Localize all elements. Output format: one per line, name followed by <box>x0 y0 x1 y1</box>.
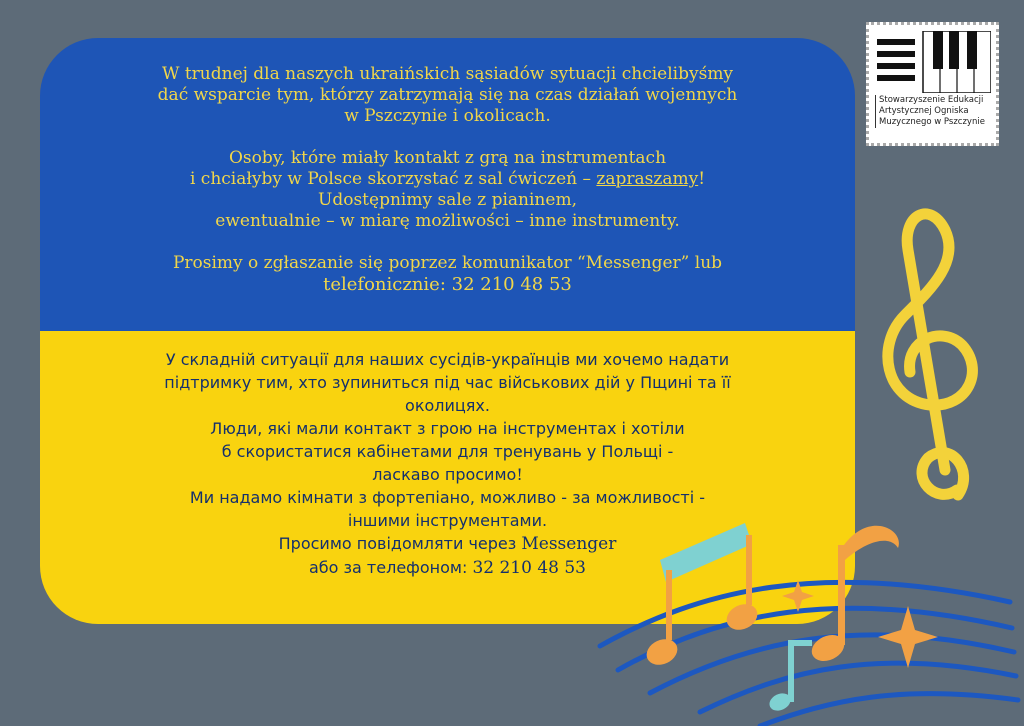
ukrainian-line: Ми надамо кімнати з фортепіано, можливо - за можливості - <box>189 488 706 507</box>
sparkle-icon <box>782 580 938 668</box>
ukrainian-line: б скористатися кабінетами для тренувань у Польщі - <box>221 442 674 461</box>
ukrainian-line: Люди, які мали контакт з грою на інструментах і хотіли <box>210 419 685 438</box>
polish-line: W trudnej dla naszych ukraińskich sąsiadów sytuacji chcielibyśmy <box>161 64 734 84</box>
polish-line: Prosimy o zgłaszanie się poprzez komunikator “Messenger” lub <box>172 253 723 273</box>
ukrainian-text-part: ласкаво просимо <box>372 465 517 484</box>
ukrainian-line: У складній ситуації для наших сусідів-українців ми хочемо надати <box>165 350 730 369</box>
ukrainian-line: підтримку тим, хто зупиниться під час військових дій у Пщині та її <box>164 373 731 392</box>
logo-line: Stowarzyszenie Edukacji <box>879 95 984 105</box>
zapraszamy-link[interactable]: zapraszamy <box>596 169 699 189</box>
polish-line: Udostępnimy sale z pianinem, <box>318 190 577 210</box>
polish-line: w Pszczynie i okolicach. <box>344 106 551 126</box>
ukrainian-text-part: або за телефоном: <box>308 558 473 577</box>
polish-text-part: ! <box>698 169 706 189</box>
ukrainian-text-part: Просимо повідомляти через <box>278 534 522 553</box>
polish-text-part: i chciałyby w Polsce skorzystać z sal ćwiczeń – <box>189 169 597 189</box>
ukrainian-phone: 32 210 48 53 <box>472 558 586 578</box>
ukrainian-text-part: ! <box>516 465 523 484</box>
messenger-text: Messenger <box>521 534 617 554</box>
treble-clef-icon <box>888 214 973 495</box>
ukrainian-line: іншими інструментами. <box>347 511 548 530</box>
ukrainian-line: околицях. <box>405 396 490 415</box>
polish-line: Osoby, które miały kontakt z grą na instrumentach <box>228 148 667 168</box>
polish-line: ewentualnie – w miarę możliwości – inne instrumenty. <box>215 211 680 231</box>
logo-line: Artystycznej Ogniska <box>879 106 969 116</box>
polish-phone-line: telefonicznie: 32 210 48 53 <box>323 274 572 295</box>
logo-line: Muzycznego w Pszczynie <box>879 117 985 127</box>
polish-line: dać wsparcie tym, którzy zatrzymają się na czas działań wojennych <box>157 85 738 105</box>
